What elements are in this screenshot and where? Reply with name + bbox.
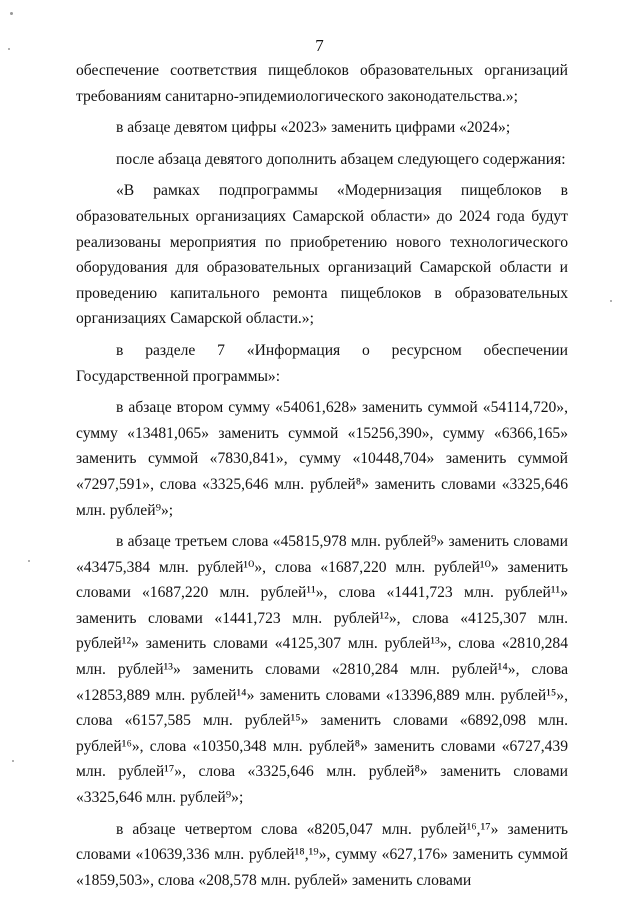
scan-artifact bbox=[10, 12, 13, 15]
document-body bbox=[76, 58, 568, 893]
paragraph-2: в абзаце девятом цифры «2023» заменить цифрами «2024»; bbox=[116, 119, 511, 137]
paragraph-4: «В рамках подпрограммы «Модернизация пищеблоков в образовательных организациях Самарской области» до 2024 года будут реализованы мероприятия по приобретению нового технологического оборудования для образовательных организаций Самарской области и проведению капитального ремонта пищеблоков в образовательных организациях Самарской области.»; bbox=[76, 182, 568, 328]
scan-artifact bbox=[12, 760, 14, 762]
paragraph-8: в абзаце четвертом слова «8205,047 млн. рублей¹⁶,¹⁷» заменить словами «10639,336 млн. рублей¹⁸,¹⁹», сумму «627,176» заменить суммой «1859,503», слова «208,578 млн. рублей» заменить словами bbox=[76, 820, 568, 889]
paragraph-5: в разделе 7 «Информация о ресурсном обеспечении Государственной программы»: bbox=[76, 341, 568, 385]
scan-artifact bbox=[28, 560, 30, 562]
scan-artifact bbox=[610, 300, 612, 302]
paragraph-3: после абзаца девятого дополнить абзацем следующего содержания: bbox=[116, 150, 566, 168]
paragraph-7: в абзаце третьем слова «45815,978 млн. рублей⁹» заменить словами «43475,384 млн. рублей¹⁰», слова «1687,220 млн. рублей¹⁰» заменить словами «1687,220 млн. рублей¹¹», слова «1441,723 млн. рублей¹¹» заменить словами «1441,723 млн. рублей¹²», слова «4125,307 млн. рублей¹²» заменить словами «4125,307 млн. рублей¹³», слова «2810,284 млн. рублей¹³» заменить словами «2810,284 млн. рублей¹⁴», слова «12853,889 млн. рублей¹⁴» заменить словами «13396,889 млн. рублей¹⁵», слова «6157,585 млн. рублей¹⁵» заменить словами «6892,098 млн. рублей¹⁶», слова «10350,348 млн. рублей⁸» заменить словами «6727,439 млн. рублей¹⁷», слова «3325,646 млн. рублей⁸» заменить словами «3325,646 млн. рублей⁹»; bbox=[76, 533, 568, 807]
paragraph-1: обеспечение соответствия пищеблоков образовательных организаций требованиям санитарно-эпидемиологического законодательства.»; bbox=[76, 62, 568, 105]
scan-artifact bbox=[8, 48, 10, 50]
paragraph-6: в абзаце втором сумму «54061,628» заменить суммой «54114,720», сумму «13481,065» заменить суммой «15256,390», сумму «6366,165» заменить суммой «7830,841», сумму «10448,704» заменить суммой «7297,591», слова «3325,646 млн. рублей⁸» заменить словами «3325,646 млн. рублей⁹»; bbox=[76, 399, 568, 519]
page-number: 7 bbox=[315, 36, 324, 55]
